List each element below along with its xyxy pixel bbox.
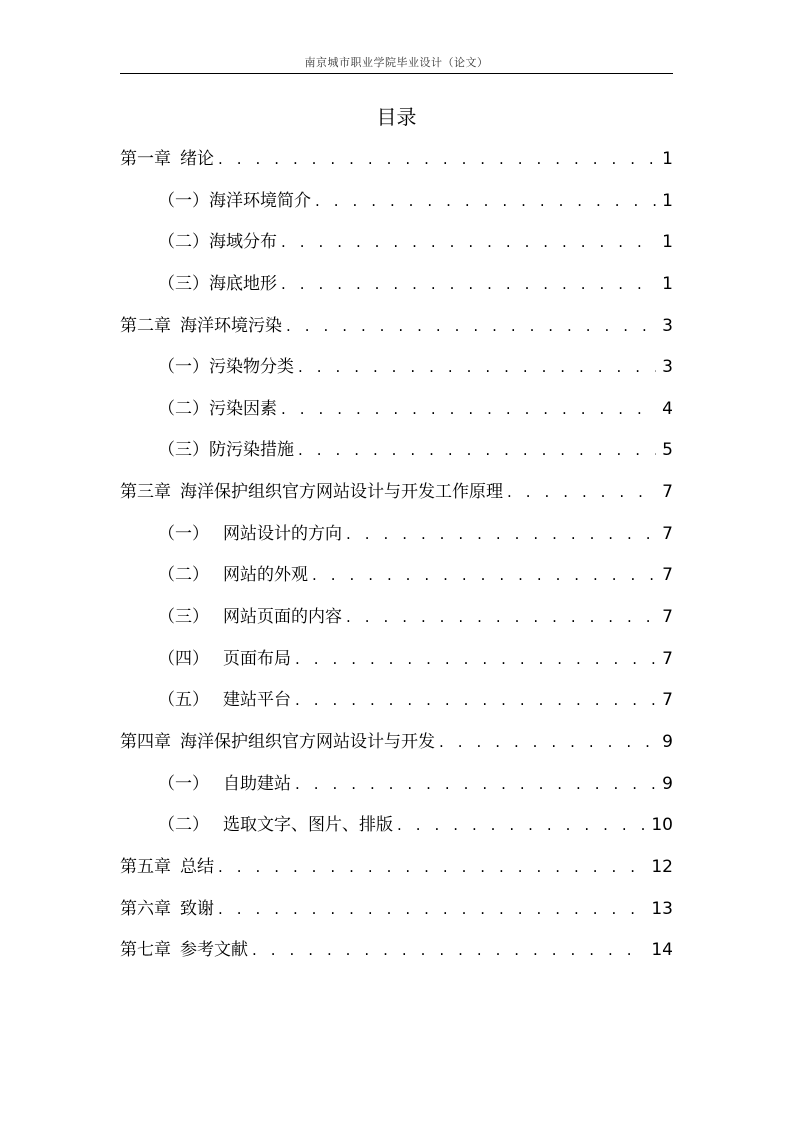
toc-entry-heading	[158, 646, 291, 672]
toc-dot-leader	[214, 854, 645, 880]
toc-entry-heading	[120, 313, 282, 339]
toc-entry-title: 海底地形	[209, 273, 277, 294]
toc-page-number: 3	[662, 357, 673, 378]
toc-entry-title: 防污染措施	[209, 440, 294, 461]
toc-entry-number: （二）	[158, 398, 209, 419]
toc-dot-leader	[294, 354, 656, 380]
toc-entry-number: （一）	[158, 357, 209, 378]
toc-entry-title: 绪论	[180, 149, 214, 169]
toc-dot-leader	[248, 937, 645, 963]
table-of-contents	[120, 146, 673, 979]
toc-entry-heading	[158, 562, 308, 588]
toc-entry-title: 海域分布	[209, 232, 277, 253]
toc-dot-leader	[277, 396, 656, 422]
toc-entry-number: （一）	[158, 190, 209, 211]
toc-section-entry[interactable]	[120, 188, 673, 230]
toc-entry-heading	[158, 229, 277, 255]
toc-section-entry[interactable]	[120, 271, 673, 313]
toc-entry-title: 页面布局	[223, 648, 291, 669]
toc-dot-leader	[342, 521, 656, 547]
toc-dot-leader	[294, 437, 656, 463]
toc-chapter-entry[interactable]	[120, 313, 673, 355]
toc-dot-leader	[308, 562, 656, 588]
toc-title: 目录	[376, 105, 417, 129]
toc-entry-heading	[120, 896, 214, 922]
toc-entry-heading	[120, 729, 435, 755]
toc-entry-heading	[158, 354, 294, 380]
toc-entry-heading	[158, 396, 277, 422]
toc-entry-number: （四）	[158, 648, 209, 669]
toc-page-number: 1	[662, 190, 673, 211]
toc-entry-heading	[120, 146, 214, 172]
toc-section-entry[interactable]	[120, 521, 673, 563]
toc-entry-number: 第一章	[120, 149, 171, 169]
toc-page-number: 14	[651, 940, 673, 961]
toc-page-number: 3	[662, 315, 673, 336]
toc-entry-heading	[158, 771, 291, 797]
toc-entry-number: （二）	[158, 815, 209, 836]
toc-entry-title: 网站的外观	[223, 565, 308, 586]
toc-entry-heading	[158, 271, 277, 297]
running-header: 南京城市职业学院毕业设计（论文）	[304, 56, 489, 69]
toc-page-number: 7	[662, 565, 673, 586]
toc-entry-number: 第六章	[120, 898, 171, 919]
toc-dot-leader	[393, 812, 645, 838]
toc-page-number: 1	[662, 232, 673, 253]
toc-entry-number: 第五章	[120, 856, 171, 877]
toc-entry-title: 自助建站	[223, 773, 291, 794]
toc-entry-title: 海洋环境简介	[209, 190, 311, 211]
toc-page-number: 9	[662, 731, 673, 752]
toc-entry-heading	[158, 604, 342, 630]
toc-dot-leader	[291, 646, 656, 672]
toc-entry-heading	[158, 437, 294, 463]
toc-dot-leader	[282, 313, 656, 339]
toc-page-number: 1	[662, 149, 673, 169]
toc-entry-title: 污染因素	[209, 398, 277, 419]
toc-entry-number: （一）	[158, 523, 209, 544]
toc-dot-leader	[214, 896, 645, 922]
toc-page-number: 7	[662, 482, 673, 503]
toc-entry-heading	[158, 188, 311, 214]
toc-entry-number: （五）	[158, 690, 209, 711]
toc-entry-title: 网站设计的方向	[223, 523, 342, 544]
toc-page-number: 10	[651, 815, 673, 836]
toc-dot-leader	[435, 729, 656, 755]
toc-entry-number: 第二章	[120, 315, 171, 336]
toc-entry-title: 网站页面的内容	[223, 607, 342, 628]
toc-entry-number: （二）	[158, 565, 209, 586]
toc-entry-title: 致谢	[180, 898, 214, 919]
toc-entry-heading	[120, 854, 214, 880]
toc-section-entry[interactable]	[120, 812, 673, 854]
toc-chapter-entry[interactable]	[120, 896, 673, 938]
toc-chapter-entry[interactable]	[120, 479, 673, 521]
toc-entry-title: 总结	[180, 856, 214, 877]
toc-entry-title: 建站平台	[223, 690, 291, 711]
toc-page-number: 12	[651, 856, 673, 877]
toc-section-entry[interactable]	[120, 396, 673, 438]
toc-chapter-entry[interactable]	[120, 146, 673, 188]
toc-section-entry[interactable]	[120, 687, 673, 729]
toc-page-number: 4	[662, 398, 673, 419]
toc-section-entry[interactable]	[120, 771, 673, 813]
toc-section-entry[interactable]	[120, 229, 673, 271]
toc-entry-number: （三）	[158, 273, 209, 294]
toc-section-entry[interactable]	[120, 437, 673, 479]
toc-page-number: 7	[662, 607, 673, 628]
toc-chapter-entry[interactable]	[120, 854, 673, 896]
toc-entry-number: （三）	[158, 607, 209, 628]
toc-entry-title: 参考文献	[180, 940, 248, 961]
toc-dot-leader	[311, 188, 656, 214]
toc-dot-leader	[503, 479, 656, 505]
toc-dot-leader	[291, 687, 656, 713]
header-divider	[120, 73, 673, 74]
toc-dot-leader	[291, 771, 656, 797]
toc-page-number: 1	[662, 273, 673, 294]
toc-dot-leader	[342, 604, 656, 630]
toc-entry-number: （三）	[158, 440, 209, 461]
toc-entry-heading	[158, 521, 342, 547]
toc-section-entry[interactable]	[120, 354, 673, 396]
toc-entry-number: （二）	[158, 232, 209, 253]
toc-page-number: 7	[662, 648, 673, 669]
toc-dot-leader	[214, 146, 656, 172]
toc-entry-number: 第四章	[120, 731, 171, 752]
toc-section-entry[interactable]	[120, 604, 673, 646]
toc-entry-title: 海洋保护组织官方网站设计与开发工作原理	[180, 482, 503, 503]
toc-entry-heading	[120, 937, 248, 963]
toc-page-number: 7	[662, 690, 673, 711]
toc-entry-number: 第七章	[120, 940, 171, 961]
toc-entry-title: 选取文字、图片、排版	[223, 815, 393, 836]
toc-chapter-entry[interactable]	[120, 937, 673, 979]
toc-entry-title: 海洋环境污染	[180, 315, 282, 336]
toc-entry-title: 污染物分类	[209, 357, 294, 378]
toc-entry-heading	[158, 687, 291, 713]
toc-entry-heading	[120, 479, 503, 505]
toc-entry-number: （一）	[158, 773, 209, 794]
toc-page-number: 5	[662, 440, 673, 461]
toc-entry-heading	[158, 812, 393, 838]
toc-page-number: 13	[651, 898, 673, 919]
toc-dot-leader	[277, 271, 656, 297]
toc-dot-leader	[277, 229, 656, 255]
toc-chapter-entry[interactable]	[120, 729, 673, 771]
toc-section-entry[interactable]	[120, 646, 673, 688]
toc-page-number: 9	[662, 773, 673, 794]
toc-page-number: 7	[662, 523, 673, 544]
toc-entry-title: 海洋保护组织官方网站设计与开发	[180, 731, 435, 752]
toc-entry-number: 第三章	[120, 482, 171, 503]
toc-section-entry[interactable]	[120, 562, 673, 604]
